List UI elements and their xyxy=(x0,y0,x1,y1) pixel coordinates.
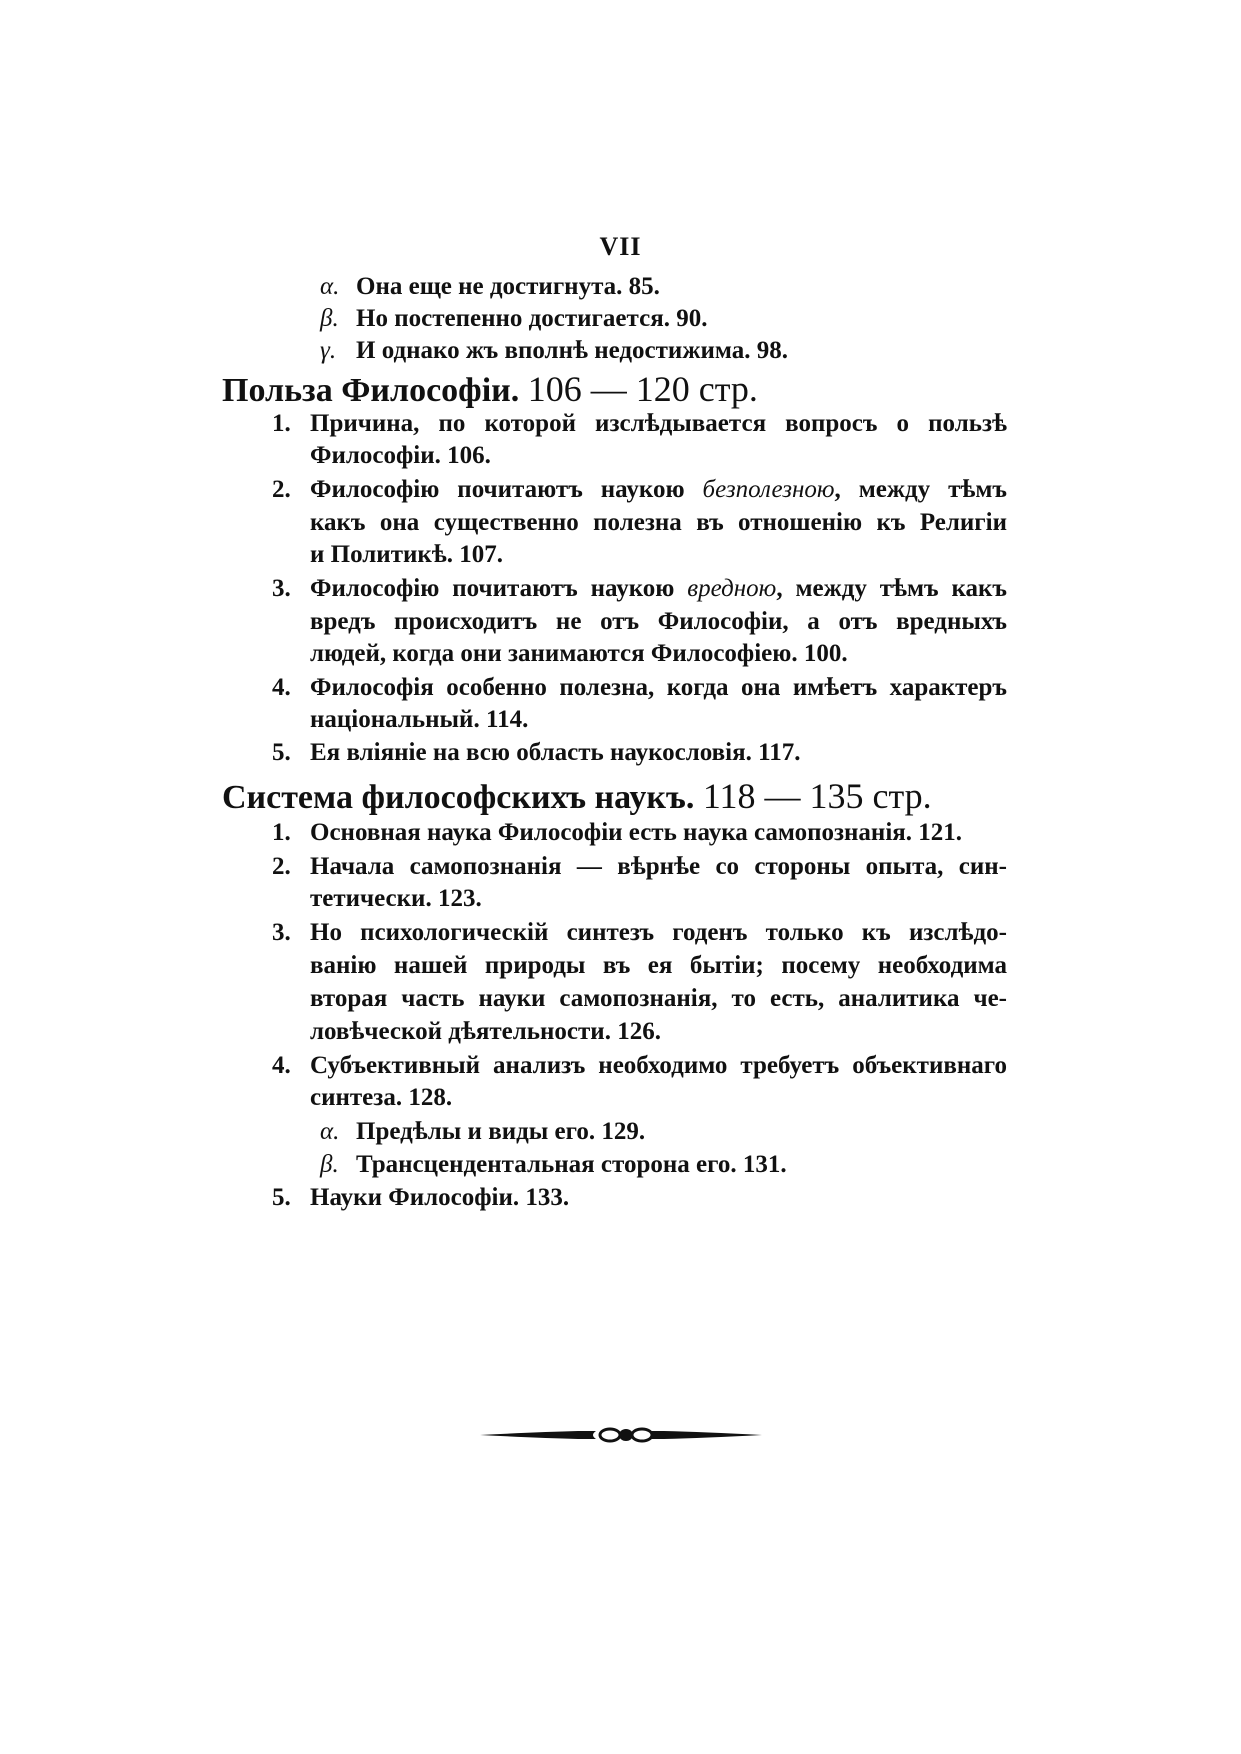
list-item xyxy=(272,1052,1007,1080)
list-item xyxy=(320,1118,645,1146)
list-item-continuation: Философіи. 106. xyxy=(310,442,491,469)
list-item-continuation: вторая часть науки самопознанія, то есть, аналитика че- xyxy=(310,985,1007,1012)
item-mark: β. xyxy=(320,305,339,332)
item-text: И однако жъ вполнѣ недостижима. 98. xyxy=(356,337,788,364)
list-item xyxy=(272,853,1007,881)
item-text: , между тѣмъ xyxy=(834,476,1007,503)
item-number: 5. xyxy=(272,739,291,766)
heading-pages: 118 — 135 стр. xyxy=(702,776,932,816)
item-text: Философію почитаютъ наукою xyxy=(310,575,675,602)
list-item xyxy=(272,919,1007,947)
item-number: 4. xyxy=(272,674,291,701)
list-item-continuation: національный. 114. xyxy=(310,706,529,733)
item-text: Предѣлы и виды его. 129. xyxy=(356,1118,646,1145)
item-text: Но психологическій синтезъ годенъ только къ изслѣдо- xyxy=(310,919,1007,946)
item-emphasis: безполезною xyxy=(702,476,835,503)
item-emphasis: вредною xyxy=(687,575,777,602)
item-number: 5. xyxy=(272,1184,291,1211)
heading-pages: 106 — 120 стр. xyxy=(527,369,758,409)
item-mark: α. xyxy=(320,273,340,300)
page-number: VII xyxy=(599,232,642,261)
item-text: Основная наука Философіи есть наука самопознанія. 121. xyxy=(310,819,963,846)
item-mark: γ. xyxy=(320,337,337,364)
list-item-continuation: вредъ происходитъ не отъ Философіи, а отъ вредныхъ xyxy=(310,608,1007,635)
list-item-continuation: тетически. 123. xyxy=(310,885,482,912)
section-heading-polza xyxy=(222,368,758,410)
list-item xyxy=(272,410,1007,438)
item-number: 2. xyxy=(272,476,291,503)
item-text: Философія особенно полезна, когда она имѣетъ характеръ xyxy=(310,674,1007,701)
section-heading-sistema xyxy=(222,775,932,817)
item-number: 1. xyxy=(272,410,291,437)
list-item-continuation: ловѣческой дѣятельности. 126. xyxy=(310,1018,661,1045)
list-item xyxy=(320,1151,787,1179)
item-text: Трансцендентальная сторона его. 131. xyxy=(356,1151,787,1178)
item-text: Ея вліяніе на всю область наукословія. 117. xyxy=(310,739,801,766)
list-item xyxy=(272,575,1007,603)
list-item xyxy=(320,273,660,301)
item-text: Науки Философіи. 133. xyxy=(310,1184,570,1211)
heading-title: Система философскихъ наукъ. xyxy=(222,779,695,816)
list-item xyxy=(272,739,801,767)
list-item-continuation: какъ она существенно полезна въ отношенію къ Религіи xyxy=(310,509,1007,536)
item-text: Она еще не достигнута. 85. xyxy=(356,273,660,300)
item-text: Субъективный анализъ необходимо требуетъ объективнаго xyxy=(310,1052,1007,1079)
item-mark: α. xyxy=(320,1118,340,1145)
list-item xyxy=(272,476,1007,504)
item-text: Философію почитаютъ наукою xyxy=(310,476,685,503)
list-item-continuation: синтеза. 128. xyxy=(310,1084,453,1111)
list-item xyxy=(272,674,1007,702)
item-number: 1. xyxy=(272,819,291,846)
item-text: Начала самопознанія — вѣрнѣе со стороны опыта, син- xyxy=(310,853,1007,880)
list-item xyxy=(320,337,788,365)
item-mark: β. xyxy=(320,1151,339,1178)
heading-title: Польза Философіи. xyxy=(222,372,520,409)
list-item xyxy=(272,1184,569,1212)
item-text: , между тѣмъ какъ xyxy=(776,575,1008,602)
item-number: 3. xyxy=(272,919,291,946)
list-item xyxy=(320,305,707,333)
item-number: 3. xyxy=(272,575,291,602)
item-number: 4. xyxy=(272,1052,291,1079)
list-item-continuation: ванію нашей природы въ ея бытіи; посему необходима xyxy=(310,952,1007,979)
tailpiece-ornament-icon xyxy=(478,1423,764,1447)
item-text: Причина, по которой изслѣдывается вопросъ о пользѣ xyxy=(310,410,1007,437)
item-text: Но постепенно достигается. 90. xyxy=(356,305,708,332)
item-number: 2. xyxy=(272,853,291,880)
list-item-continuation: людей, когда они занимаются Философіею. 100. xyxy=(310,640,848,667)
list-item xyxy=(272,819,962,847)
list-item-continuation: и Политикѣ. 107. xyxy=(310,541,504,568)
